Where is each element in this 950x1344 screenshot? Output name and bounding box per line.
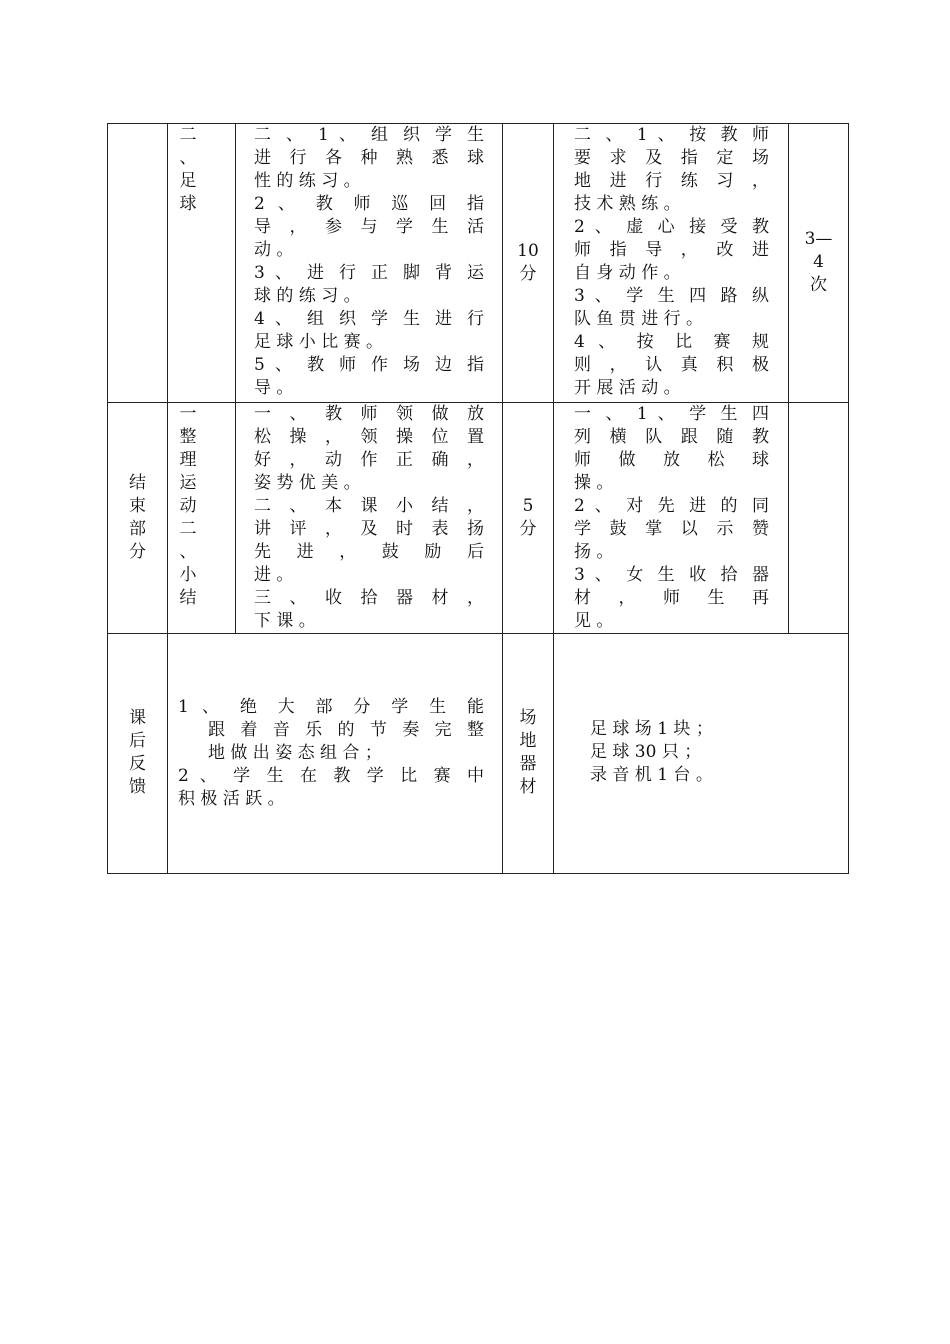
time-value: 10: [517, 241, 539, 261]
text-line: 积 极 活 跃 。: [178, 789, 285, 809]
time-value: 5: [522, 496, 534, 516]
football-student-activities: [574, 124, 769, 400]
text-line: 5 、 教 师 作 场 边 指: [254, 355, 484, 375]
text-line: 进 。: [254, 565, 294, 585]
label-char: 材: [519, 777, 537, 797]
text-line: 师 做 放 松 球: [574, 450, 769, 470]
ending-student-activities: [574, 403, 769, 633]
text-line: 材 ， 师 生 再: [574, 588, 769, 608]
col-divider-5: [788, 123, 789, 634]
text-line: 队 鱼 贯 进 行 。: [574, 309, 704, 329]
text-line: 性 的 练 习 。: [254, 171, 361, 191]
category-char: 结: [179, 588, 197, 608]
text-line: 技 术 熟 练 。: [574, 194, 681, 214]
section-char: 部: [129, 519, 146, 539]
feedback-label: [108, 707, 167, 799]
label-char: 馈: [129, 777, 146, 797]
label-char: 课: [129, 708, 146, 728]
category-char: 动: [179, 496, 197, 516]
text-line: 师 指 导 ， 改 进: [574, 240, 769, 260]
text-line: 先 进 ， 鼓 励 后: [254, 542, 484, 562]
text-line: 导 。: [254, 378, 294, 398]
text-line: 4 、 组 织 学 生 进 行: [254, 309, 484, 329]
equipment-line: 录 音 机 1 台 。: [590, 765, 713, 785]
equipment-line: 足 球 场 1 块 ；: [590, 719, 713, 739]
reps-line: 3—: [804, 229, 833, 249]
text-line: 2 、 对 先 进 的 同: [574, 496, 769, 516]
category-char: 二: [179, 519, 197, 539]
text-line: 操 。: [574, 473, 614, 493]
category-char: 小: [179, 565, 197, 585]
text-line: 松 操 ， 领 操 位 置: [254, 427, 484, 447]
text-line: 自 身 动 作 。: [574, 263, 681, 283]
text-line: 3 、 女 生 收 拾 器: [574, 565, 769, 585]
table-border-bottom: [107, 873, 849, 874]
category-char: 、: [179, 542, 197, 562]
ending-category-cell: [168, 403, 208, 610]
feedback-content: [178, 696, 484, 811]
text-line: 二 、 1 、 组 织 学 生: [254, 125, 484, 145]
venue-equipment-label: [503, 707, 553, 799]
row-divider-2: [107, 633, 849, 634]
time-unit: 分: [519, 519, 537, 539]
category-char: 球: [179, 194, 197, 214]
text-line: 一 、 教 师 领 做 放: [254, 404, 484, 424]
text-line: 3 、 学 生 四 路 纵: [574, 286, 769, 306]
text-line: 2 、 学 生 在 教 学 比 赛 中: [178, 766, 484, 786]
text-line: 则 ， 认 真 积 极: [574, 355, 769, 375]
text-line: 1 、 绝 大 部 分 学 生 能: [178, 697, 484, 717]
text-line: 跟 着 音 乐 的 节 奏 完 整: [208, 720, 484, 740]
football-reps-cell: [789, 228, 848, 297]
football-time-cell: [503, 240, 553, 286]
ending-section-label: [108, 472, 167, 564]
text-line: 动 。: [254, 240, 294, 260]
text-line: 4 、 按 比 赛 规: [574, 332, 769, 352]
text-line: 2 、 教 师 巡 回 指: [254, 194, 484, 214]
text-line: 进 行 各 种 熟 悉 球: [254, 148, 484, 168]
table-border-right: [848, 123, 849, 874]
section-char: 结: [129, 473, 146, 493]
text-line: 下 课 。: [254, 611, 316, 631]
text-line: 姿 势 优 美 。: [254, 473, 361, 493]
venue-equipment-list: [590, 718, 830, 787]
text-line: 列 横 队 跟 随 教: [574, 427, 769, 447]
label-char: 地: [519, 731, 537, 751]
text-line: 二 、 1 、 按 教 师: [574, 125, 769, 145]
ending-teacher-activities: [254, 403, 484, 633]
text-line: 学 鼓 掌 以 示 赞: [574, 519, 769, 539]
reps-line: 次: [810, 275, 827, 295]
text-line: 好 ， 动 作 正 确 ，: [254, 450, 484, 470]
football-teacher-activities: [254, 124, 484, 400]
text-line: 二 、 本 课 小 结 ，: [254, 496, 484, 516]
text-line: 导 ， 参 与 学 生 活: [254, 217, 484, 237]
text-line: 地 做 出 姿 态 组 合 ；: [208, 743, 382, 763]
category-char: 二: [179, 125, 197, 145]
text-line: 一 、 1 、 学 生 四: [574, 404, 769, 424]
text-line: 3 、 进 行 正 脚 背 运: [254, 263, 484, 283]
category-char: 运: [179, 473, 197, 493]
category-char: 、: [179, 148, 197, 168]
category-char: 足: [179, 171, 197, 191]
label-char: 器: [519, 754, 537, 774]
section-char: 分: [129, 542, 146, 562]
text-line: 三 、 收 拾 器 材 ，: [254, 588, 484, 608]
category-char: 一: [179, 404, 197, 424]
section-char: 束: [129, 496, 146, 516]
label-char: 反: [129, 754, 146, 774]
text-line: 足 球 小 比 赛 。: [254, 332, 384, 352]
text-line: 地 进 行 练 习 ，: [574, 171, 769, 191]
time-unit: 分: [519, 264, 537, 284]
text-line: 扬 。: [574, 542, 614, 562]
col-divider-2: [235, 123, 236, 634]
reps-line: 4: [813, 252, 824, 272]
label-char: 后: [129, 731, 146, 751]
label-char: 场: [519, 708, 537, 728]
category-char: 整: [179, 427, 197, 447]
text-line: 球 的 练 习 。: [254, 286, 361, 306]
text-line: 要 求 及 指 定 场: [574, 148, 769, 168]
football-category-cell: [168, 124, 208, 216]
text-line: 开 展 活 动 。: [574, 378, 681, 398]
ending-time-cell: [503, 495, 553, 541]
text-line: 见 。: [574, 611, 614, 631]
category-char: 理: [179, 450, 197, 470]
col-divider-4: [553, 123, 554, 874]
equipment-line: 足 球 30 只 ；: [590, 742, 702, 762]
text-line: 讲 评 ， 及 时 表 扬: [254, 519, 484, 539]
text-line: 2 、 虚 心 接 受 教: [574, 217, 769, 237]
